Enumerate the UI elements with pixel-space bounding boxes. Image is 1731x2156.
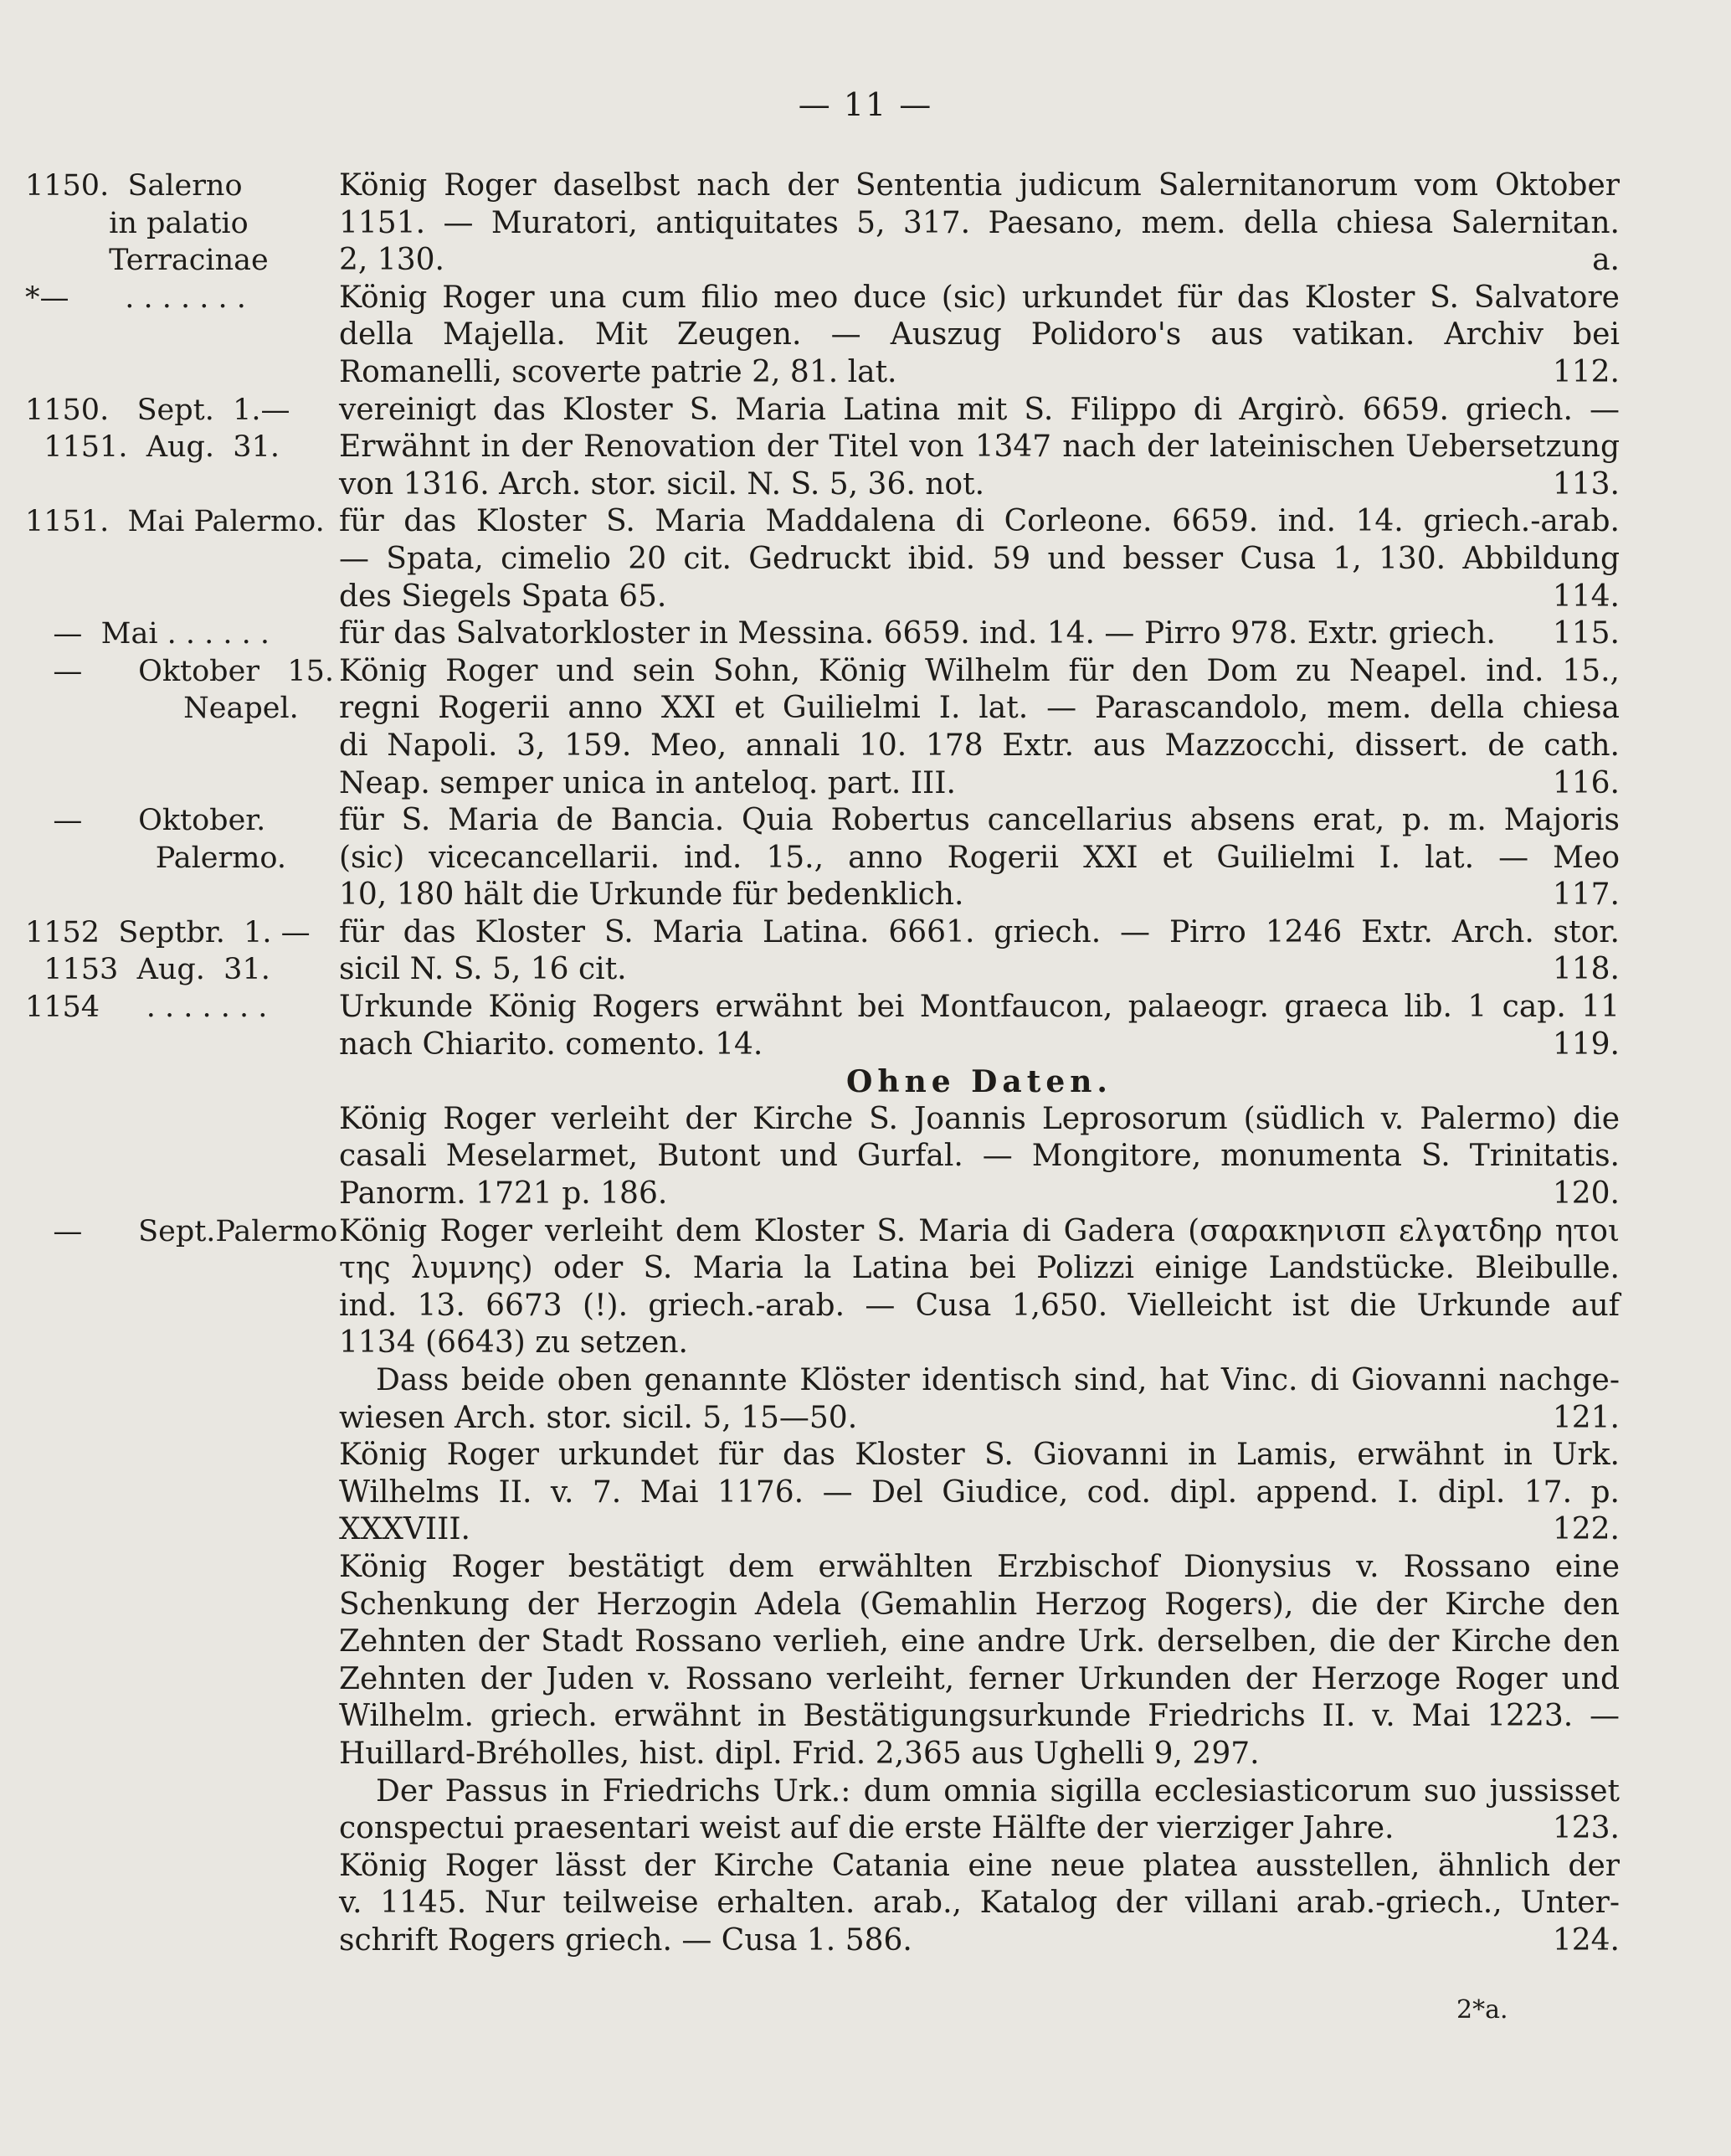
entry-number: 118. — [1552, 952, 1620, 987]
entry-date-place — [25, 615, 326, 653]
date-place-line: 1154 . . . . . . . — [25, 991, 268, 1025]
entry-text — [339, 615, 1620, 653]
entry-number: 124. — [1552, 1922, 1620, 1958]
text-line — [339, 579, 1620, 616]
text-line — [339, 167, 1620, 205]
entry-number: 116. — [1552, 765, 1620, 800]
text-line-content: für das Kloster S. Maria Latina. 6661. griech. — Pirro 1246 Extr. Arch. stor. — [339, 914, 1620, 949]
text-line-content: des Siegels Spata 65. — [339, 579, 667, 614]
text-line-content: 1151. — Muratori, antiquitates 5, 317. Paesano, mem. della chiesa Salernitan. — [339, 205, 1620, 240]
entry-text — [339, 989, 1620, 1063]
text-line — [339, 354, 1620, 392]
entry-number: 113. — [1552, 466, 1620, 502]
text-line-content: Romanelli, scoverte patrie 2, 81. lat. — [339, 354, 897, 389]
entry-text — [339, 653, 1620, 802]
entry-date-place — [25, 280, 326, 317]
regest-entry — [25, 1549, 1620, 1773]
text-line-content: König Roger daselbst nach der Sententia judicum Salernitanorum vom Oktober — [339, 168, 1620, 203]
text-line-content: 10, 180 hält die Urkunde für bedenklich. — [339, 877, 964, 913]
date-place-line: 1151. Aug. 31. — [25, 430, 280, 465]
date-place-line: 1153 Aug. 31. — [25, 953, 270, 987]
entry-number: 122. — [1552, 1512, 1620, 1547]
text-line-content: König Roger urkundet für das Kloster S. Giovanni in Lamis, erwähnt in Urk. — [339, 1438, 1620, 1473]
text-line-content: Der Passus in Friedrichs Urk.: dum omnia sigilla ecclesiasticorum suo jussisset — [376, 1773, 1620, 1809]
entry-number: 119. — [1552, 1027, 1620, 1062]
text-line — [339, 1511, 1620, 1549]
regest-entry — [25, 653, 1620, 802]
text-line — [339, 1138, 1620, 1176]
text-line — [339, 205, 1620, 243]
text-line — [339, 1810, 1620, 1848]
date-place-line: in palatio — [25, 206, 249, 240]
entry-number: 115. — [1552, 616, 1620, 651]
text-line-content: König Roger lässt der Kirche Catania eine neue platea ausstellen, ähnlich der — [339, 1848, 1620, 1883]
text-line-content: — Spata, cimelio 20 cit. Gedruckt ibid. 59 und besser Cusa 1, 130. Abbildung — [339, 541, 1620, 576]
text-line — [339, 280, 1620, 317]
text-line-content: König Roger una cum filio meo duce (sic) urkundet für das Kloster S. Salvatore — [339, 280, 1620, 315]
entry-date-place — [25, 503, 326, 541]
regest-entry — [25, 1213, 1620, 1362]
text-line-content: von 1316. Arch. stor. sicil. N. S. 5, 36. not. — [339, 466, 985, 502]
text-line-content: XXXVIII. — [339, 1512, 470, 1547]
text-line — [339, 466, 1620, 504]
text-line-content: di Napoli. 3, 159. Meo, annali 10. 178 Extr. aus Mazzocchi, dissert. de cath. — [339, 728, 1620, 763]
regest-entry — [25, 1773, 1620, 1848]
entry-number: 120. — [1552, 1176, 1620, 1212]
text-line-content: wiesen Arch. stor. sicil. 5, 15—50. — [339, 1400, 858, 1435]
entry-number: 123. — [1552, 1811, 1620, 1846]
date-place-line: — Oktober 15. — [25, 654, 335, 688]
regesta-list — [25, 167, 1620, 1960]
text-line — [339, 989, 1620, 1027]
date-place-line: Neapel. — [25, 692, 299, 726]
text-line — [339, 1922, 1620, 1960]
text-line — [339, 1773, 1620, 1811]
text-line-content: Schenkung der Herzogin Adela (Gemahlin Herzog Rogers), die der Kirche den — [339, 1587, 1620, 1622]
text-line — [339, 765, 1620, 803]
entry-date-place — [25, 1213, 338, 1251]
entry-date-place — [25, 392, 326, 466]
text-line — [339, 316, 1620, 354]
regest-entry — [25, 615, 1620, 653]
date-place-line: 1152 Septbr. 1. — — [25, 915, 311, 949]
text-line — [339, 1362, 1620, 1400]
text-line-content: 1134 (6643) zu setzen. — [339, 1325, 688, 1361]
regest-entry — [25, 1362, 1620, 1437]
text-line-content: v. 1145. Nur teilweise erhalten. arab., Katalog der villani arab.-griech., Unter- — [339, 1886, 1620, 1921]
text-line-content: für das Kloster S. Maria Maddalena di Corleone. 6659. ind. 14. griech.-arab. — [339, 504, 1620, 539]
text-line — [339, 728, 1620, 765]
text-line — [339, 802, 1620, 840]
entry-number: a. — [1592, 243, 1620, 278]
text-line — [339, 1176, 1620, 1213]
text-line-content: König Roger und sein Sohn, König Wilhelm für den Dom zu Neapel. ind. 15., — [339, 653, 1620, 688]
text-line — [339, 615, 1620, 653]
text-line — [339, 1848, 1620, 1886]
text-line-content: casali Meselarmet, Butont und Gurfal. — Mongitore, monumenta S. Trinitatis. — [339, 1139, 1620, 1174]
entry-text — [339, 1213, 1620, 1362]
entry-text — [339, 167, 1620, 280]
entry-text — [339, 914, 1620, 989]
entry-text — [339, 1362, 1620, 1437]
date-place-line: Terracinae — [25, 244, 269, 278]
text-line-content: Dass beide oben genannte Klöster identisch sind, hat Vinc. di Giovanni nachge- — [376, 1363, 1620, 1397]
text-line — [339, 1250, 1620, 1288]
text-line-content: regni Rogerii anno XXI et Guilielmi I. lat. — Parascandolo, mem. della chiesa — [339, 691, 1620, 726]
text-line — [339, 1400, 1620, 1438]
text-line — [339, 914, 1620, 952]
text-line-content: Erwähnt in der Renovation der Titel von 1347 nach der lateinischen Uebersetzung — [339, 430, 1620, 465]
text-line — [339, 1661, 1620, 1699]
text-line-content: schrift Rogers griech. — Cusa 1. 586. — [339, 1922, 912, 1958]
text-line-content: Urkunde König Rogers erwähnt bei Montfaucon, palaeogr. graeca lib. 1 cap. 11 — [339, 990, 1620, 1025]
entry-text — [339, 1773, 1620, 1848]
date-place-line: — Mai . . . . . . — [25, 617, 270, 651]
signature-mark: 2*a. — [1456, 1995, 1508, 2025]
text-line-content: vereinigt das Kloster S. Maria Latina mit S. Filippo di Argirò. 6659. griech. — — [339, 392, 1620, 427]
text-line — [339, 1549, 1620, 1587]
text-line — [339, 877, 1620, 914]
text-line — [339, 1288, 1620, 1325]
text-line — [339, 840, 1620, 877]
date-place-line: — Sept.Palermo — [25, 1214, 338, 1248]
regest-entry — [25, 167, 1620, 280]
regest-entry — [25, 503, 1620, 615]
text-line — [339, 1885, 1620, 1922]
text-line-content: Wilhelm. griech. erwähnt in Bestätigungsurkunde Friedrichs II. v. Mai 1223. — — [339, 1699, 1620, 1734]
date-place-line: 1151. Mai Palermo. — [25, 505, 325, 539]
text-line-content: König Roger verleiht der Kirche S. Joannis Leprosorum (südlich v. Palermo) die — [339, 1101, 1620, 1136]
text-line-content: ind. 13. 6673 (!). griech.-arab. — Cusa 1,650. Vielleicht ist die Urkunde auf — [339, 1288, 1620, 1323]
regest-entry — [25, 802, 1620, 914]
regest-entry — [25, 914, 1620, 989]
text-line-content: sicil N. S. 5, 16 cit. — [339, 952, 627, 987]
text-line-content: für S. Maria de Bancia. Quia Robertus cancellarius absens erat, p. m. Majoris — [339, 803, 1620, 838]
entry-number: 114. — [1552, 579, 1620, 614]
text-line — [339, 690, 1620, 728]
entry-text — [339, 1437, 1620, 1549]
date-place-line: 1150. Salerno — [25, 169, 243, 203]
entry-text — [339, 802, 1620, 914]
text-line — [339, 1027, 1620, 1064]
text-line-content: Zehnten der Juden v. Rossano verleiht, ferner Urkunden der Herzoge Roger und — [339, 1661, 1620, 1696]
date-place-line: 1150. Sept. 1.— — [25, 393, 290, 427]
entry-number: 117. — [1552, 877, 1620, 913]
entry-text — [339, 1549, 1620, 1773]
text-line — [339, 1325, 1620, 1362]
text-line — [339, 653, 1620, 691]
text-line — [339, 1437, 1620, 1474]
entry-date-place — [25, 914, 326, 989]
text-line-content: Huillard-Bréholles, hist. dipl. Frid. 2,365 aus Ughelli 9, 297. — [339, 1736, 1260, 1771]
text-line — [339, 1698, 1620, 1736]
text-line-content: König Roger bestätigt dem erwählten Erzbischof Dionysius v. Rossano eine — [339, 1549, 1620, 1584]
date-place-line: *— . . . . . . . — [25, 280, 246, 315]
entry-text — [339, 392, 1620, 504]
text-line — [339, 1587, 1620, 1624]
section-heading: Ohne Daten. — [846, 1064, 1112, 1100]
regest-entry — [25, 1101, 1620, 1213]
regest-entry — [25, 1437, 1620, 1549]
text-line — [339, 392, 1620, 430]
text-line-content: König Roger verleiht dem Kloster S. Maria di Gadera (σαρακηνισπ ελγατδηρ ητοι — [339, 1213, 1620, 1248]
entry-text — [339, 1101, 1620, 1213]
text-line — [339, 429, 1620, 466]
text-line — [339, 242, 1620, 280]
text-line-content: della Majella. Mit Zeugen. — Auszug Polidoro's aus vatikan. Archiv bei — [339, 317, 1620, 352]
entry-text — [339, 503, 1620, 615]
text-line — [339, 503, 1620, 541]
text-line — [339, 1736, 1620, 1773]
regest-entry — [25, 1848, 1620, 1960]
text-line-content: conspectui praesentari weist auf die erste Hälfte der vierziger Jahre. — [339, 1811, 1395, 1846]
entry-number: 121. — [1552, 1400, 1620, 1435]
entry-text — [339, 280, 1620, 392]
text-line-content: Zehnten der Stadt Rossano verlieh, eine andre Urk. derselben, die der Kirche den — [339, 1624, 1620, 1659]
text-line — [339, 1101, 1620, 1139]
entry-date-place — [25, 653, 335, 728]
text-line-content: (sic) vicecancellarii. ind. 15., anno Rogerii XXI et Guilielmi I. lat. — Meo — [339, 840, 1620, 875]
text-line — [339, 951, 1620, 989]
regest-entry — [25, 280, 1620, 392]
text-line-content: Neap. semper unica in anteloq. part. III. — [339, 765, 956, 800]
page-number: — 11 — — [798, 86, 933, 123]
text-line-content: nach Chiarito. comento. 14. — [339, 1027, 763, 1062]
entry-date-place — [25, 989, 326, 1027]
date-place-line: Palermo. — [25, 841, 287, 875]
regest-entry — [25, 989, 1620, 1063]
text-line-content: 2, 130. — [339, 243, 444, 278]
regest-entry — [25, 392, 1620, 504]
text-line — [339, 541, 1620, 579]
entry-number: 112. — [1552, 354, 1620, 389]
entry-date-place — [25, 167, 326, 280]
date-place-line: — Oktober. — [25, 804, 266, 838]
text-line-content: Wilhelms II. v. 7. Mai 1176. — Del Giudice, cod. dipl. append. I. dipl. 17. p. — [339, 1474, 1620, 1510]
entry-date-place — [25, 802, 326, 877]
text-line-content: für das Salvatorkloster in Messina. 6659. ind. 14. — Pirro 978. Extr. griech. — [339, 616, 1496, 651]
text-line-content: Panorm. 1721 p. 186. — [339, 1176, 668, 1212]
text-line — [339, 1474, 1620, 1512]
text-line-content: της λυμνης) oder S. Maria la Latina bei Polizzi einige Landstücke. Bleibulle. — [339, 1251, 1620, 1286]
entry-text — [339, 1848, 1620, 1960]
text-line — [339, 1213, 1620, 1251]
text-line — [339, 1623, 1620, 1661]
